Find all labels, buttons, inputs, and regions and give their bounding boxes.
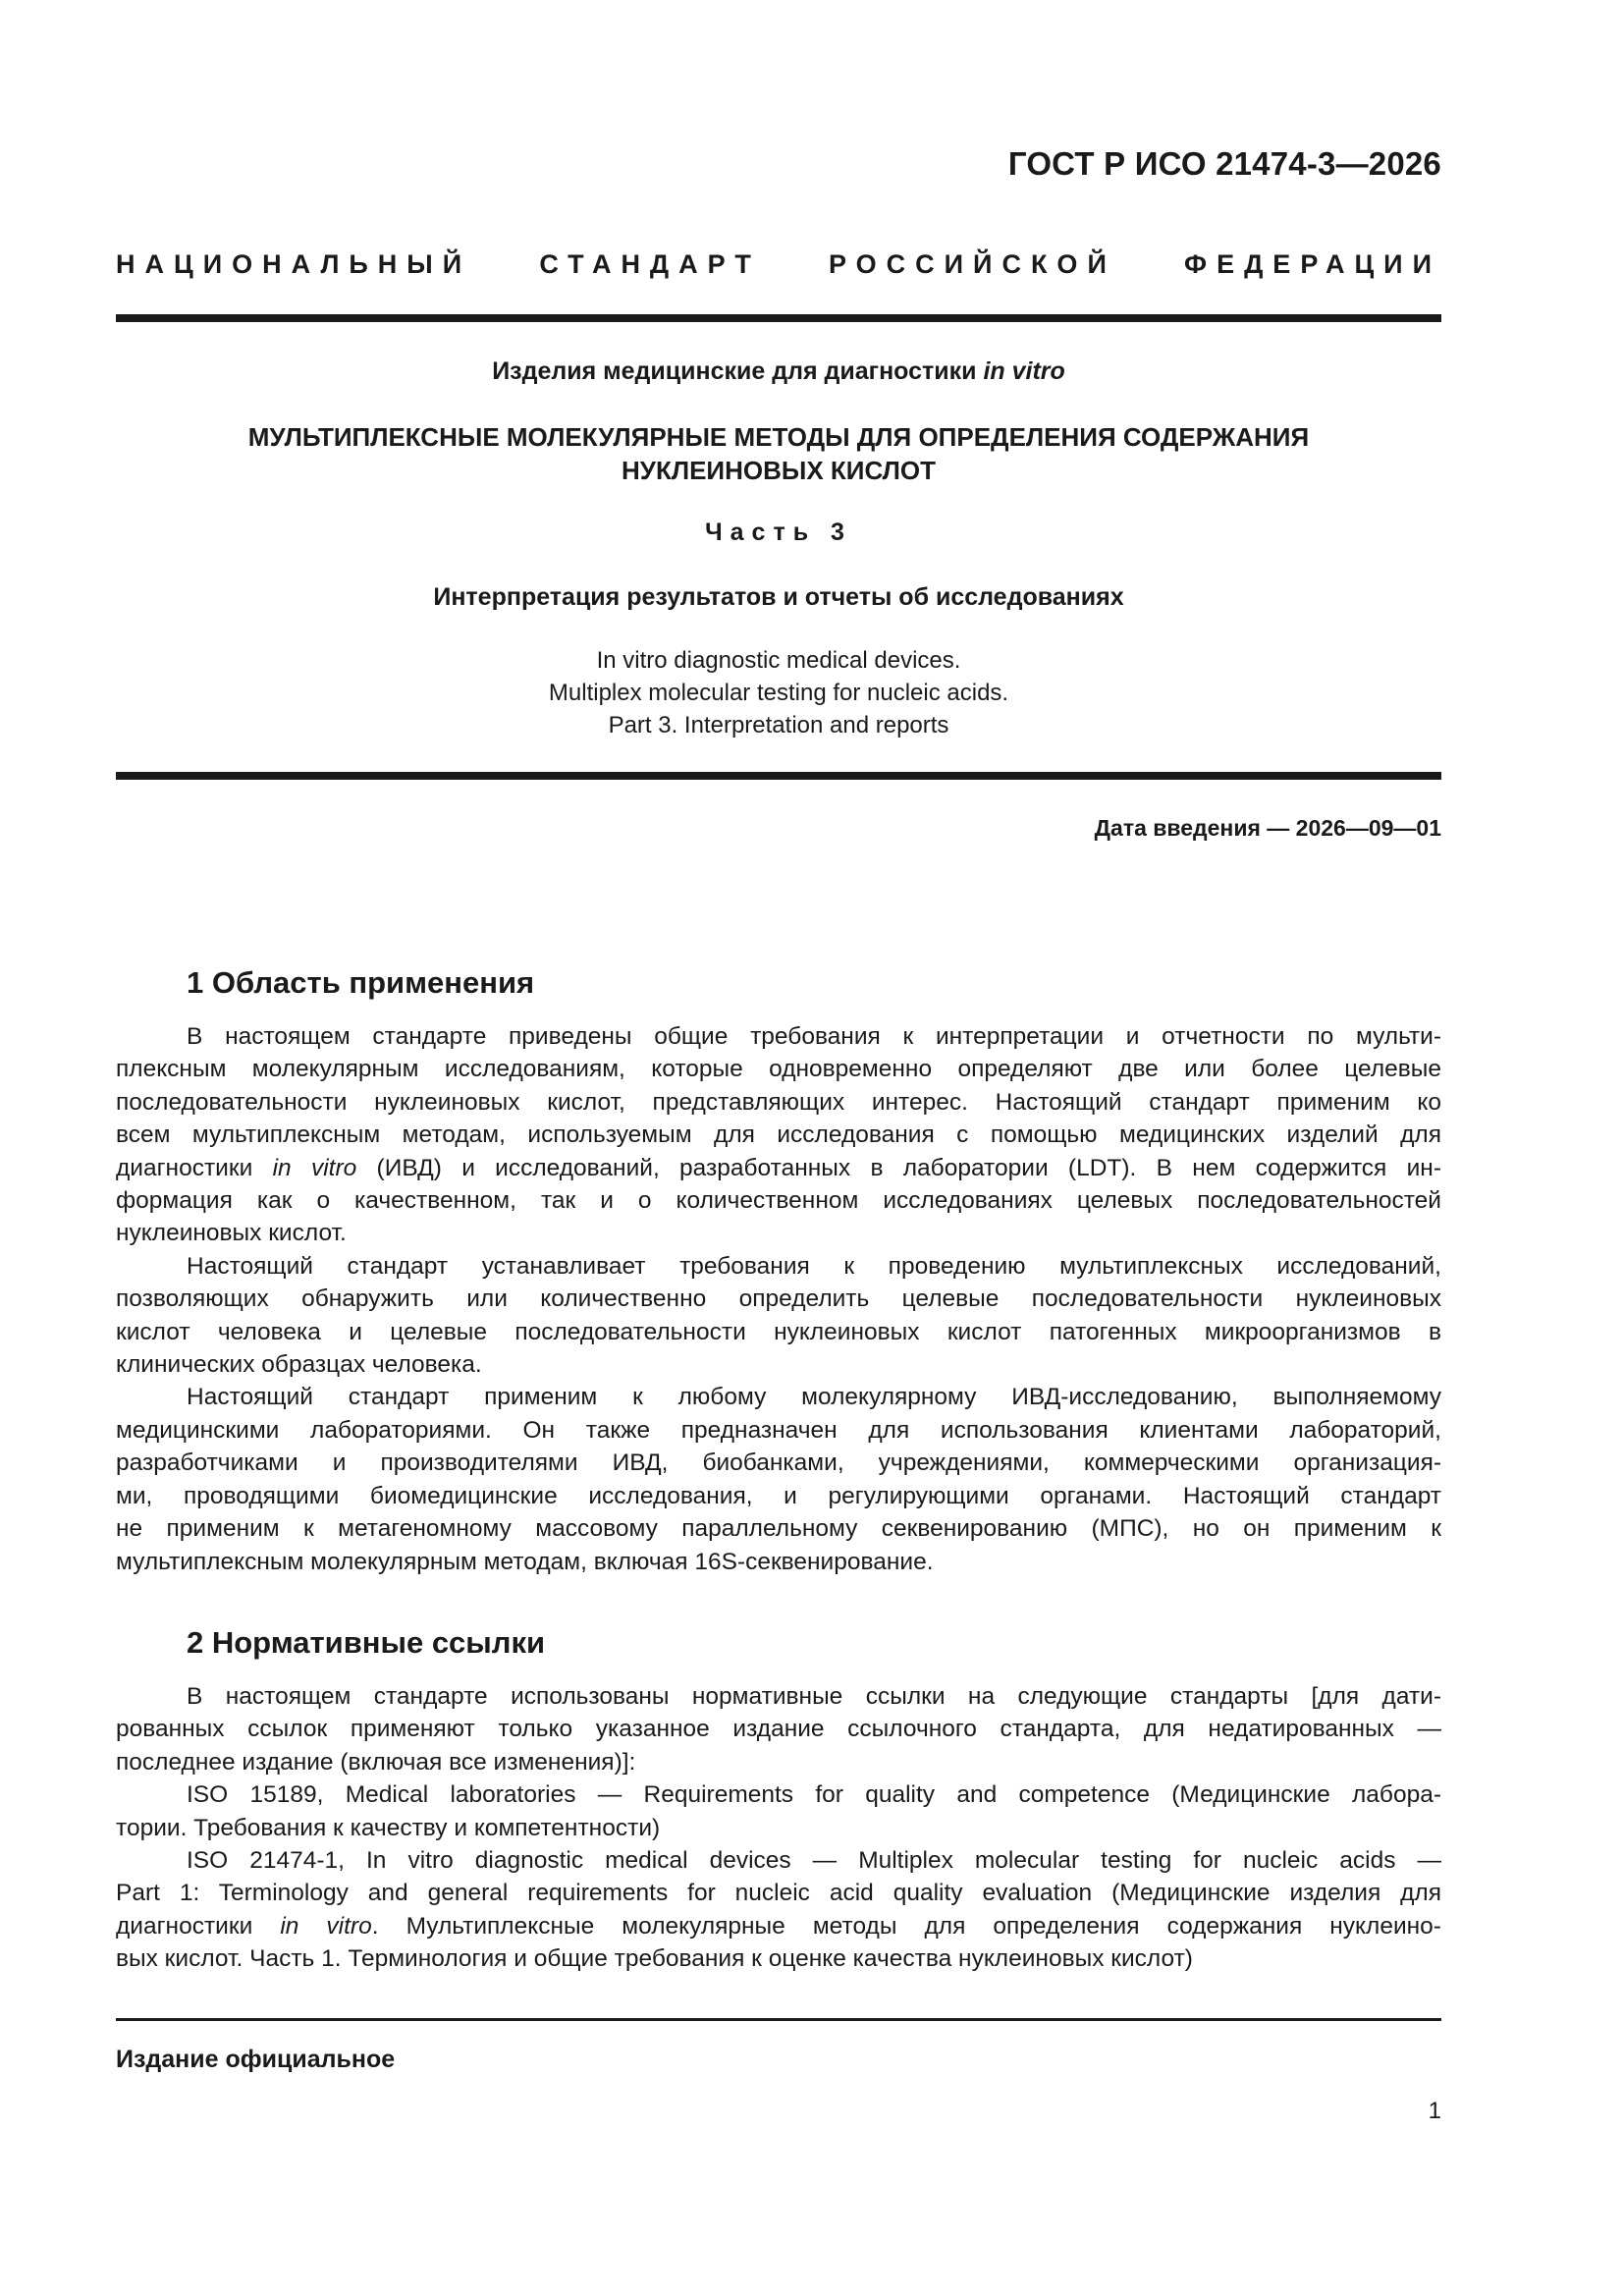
reference-iso-21474-1: ISO 21474-1, In vitro diagnostic medical devices — Multiplex molecular testing for nucleic acids — Part 1: Terminology and general requirements for nucleic acid quality evaluation (Медицинские изделия для диагностики in vitro. Мультиплексные молекулярные методы для определения содержания нуклеино- вых кислот. Часть 1. Терминология и общие требования к оценке качества нуклеиновых кислот) xyxy=(116,1847,1441,1973)
section-2-body xyxy=(116,1680,1441,1976)
part-title: Интерпретация результатов и отчеты об исследованиях xyxy=(433,583,1124,611)
title-divider xyxy=(116,772,1441,780)
paragraph: В настоящем стандарте приведены общие требования к интерпретации и отчетности по мульти- плексным молекулярным исследованиям, которые одновременно определяют две или более целевые последовательности нуклеиновых кислот, представляющих интерес. Настоящий стандарт применим ко всем мультиплексным методам, используемым для исследования с помощью медицинских изделий для диагностики in vitro (ИВД) и исследований, разработанных в лаборатории (LDT). В нем содержится ин- формация как о качественном, так и о количественном исследованиях целевых последовательностей нуклеиновых кислот. xyxy=(116,1023,1441,1247)
footer-divider xyxy=(116,2018,1441,2021)
document-subtitle: Изделия медицинские для диагностики in vitro xyxy=(492,357,1065,385)
header-divider xyxy=(116,314,1441,322)
part-label: Часть 3 xyxy=(705,519,852,546)
paragraph: Настоящий стандарт применим к любому молекулярному ИВД-исследованию, выполняемому медицинскими лабораториями. Он также предназначен для использования клиентами лабораторий, разработчиками и производителями ИВД, биобанками, учреждениями, коммерческими организация- ми, проводящими биомедицинские исследования, и регулирующими органами. Настоящий стандарт не применим к метагеномному массовому параллельному секвенированию (МПС), но он применим к мультиплексным молекулярным методам, включая 16S-секвенирование. xyxy=(116,1384,1441,1575)
official-edition-label: Издание официальное xyxy=(116,2046,396,2073)
document-title: МУЛЬТИПЛЕКСНЫЕ МОЛЕКУЛЯРНЫЕ МЕТОДЫ ДЛЯ ОПРЕДЕЛЕНИЯ СОДЕРЖАНИЯ НУКЛЕИНОВЫХ КИСЛОТ xyxy=(247,422,1310,485)
paragraph: В настоящем стандарте использованы нормативные ссылки на следующие стандарты [для дати- рованных ссылок применяют только указанное издание ссылочного стандарта, для недатированных — последнее издание (включая все изменения)]: xyxy=(116,1683,1441,1776)
reference-iso-15189: ISO 15189, Medical laboratories — Requirements for quality and competence (Медицинские лабора- тории. Требования к качеству и компетентности) xyxy=(116,1781,1441,1841)
paragraph: Настоящий стандарт устанавливает требования к проведению мультиплексных исследований, позволяющих обнаружить или количественно определить целевые последовательности нуклеиновых кислот человека и целевые последовательности нуклеиновых кислот патогенных микроорганизмов в клинических образцах человека. xyxy=(116,1252,1441,1379)
gost-code: ГОСТ Р ИСО 21474-3—2026 xyxy=(1007,145,1441,182)
page-number: 1 xyxy=(1428,2098,1441,2124)
section-2-heading: 2 Нормативные ссылки xyxy=(187,1625,546,1660)
introduction-date: Дата введения — 2026—09—01 xyxy=(1094,815,1441,841)
english-title: In vitro diagnostic medical devices. Multiplex molecular testing for nucleic acids. Part 3. Interpretation and reports xyxy=(548,647,1009,738)
section-1-body xyxy=(116,1020,1441,1578)
national-standard-heading: НАЦИОНАЛЬНЫЙ СТАНДАРТ РОССИЙСКОЙ ФЕДЕРАЦИИ xyxy=(116,249,1441,279)
section-1-heading: 1 Область применения xyxy=(187,965,535,1000)
